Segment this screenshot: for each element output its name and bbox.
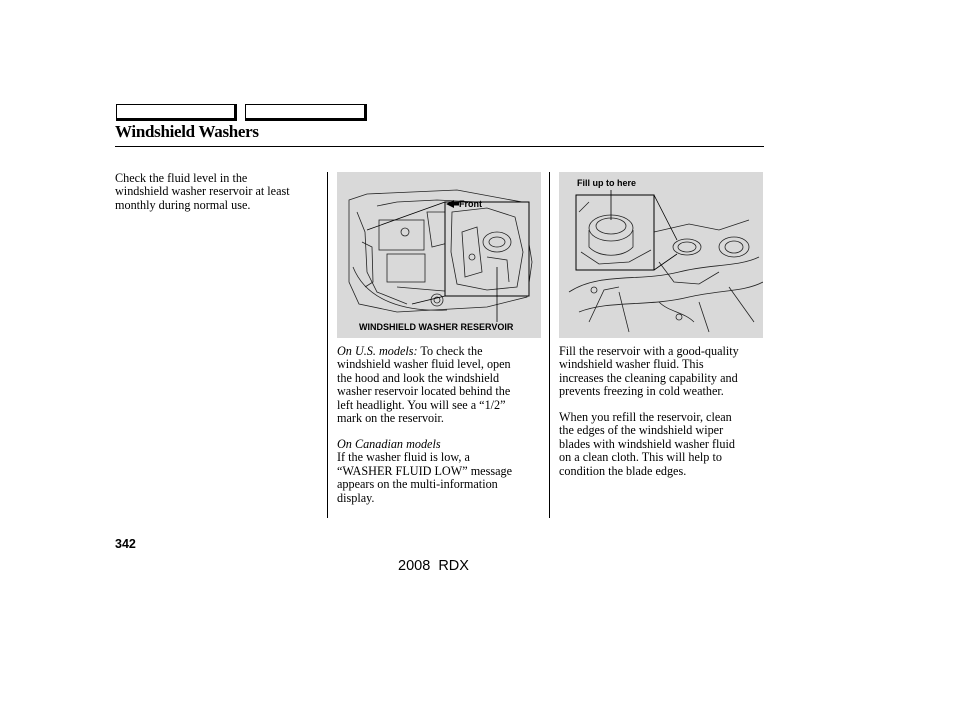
us-models-paragraph: windshield washer fluid level, open the hood and look the windshield washer reservoir located behind the left headlight. You will see a “1/2” mark on the reservoir. (337, 357, 511, 426)
us-models-line (337, 345, 542, 358)
page-title: Windshield Washers (115, 122, 259, 141)
fill-up-label: Fill up to here (577, 178, 637, 188)
canadian-models-label: On Canadian models (337, 437, 441, 451)
reservoir-drawing (559, 172, 763, 338)
nav-tab-1[interactable] (116, 104, 237, 121)
us-models-label: On U.S. models: (337, 344, 418, 358)
column-divider-2 (549, 172, 550, 518)
reservoir-fill-figure (559, 172, 763, 338)
page-number: 342 (115, 537, 136, 551)
nav-tab-2[interactable] (245, 104, 367, 121)
fill-paragraph: Fill the reservoir with a good-quality windshield washer fluid. This increases the cleaning capability and prevents freezing in cold weather. (559, 344, 739, 399)
refill-paragraph: When you refill the reservoir, clean the edges of the windshield wiper blades with windshield washer fluid on a clean cloth. This will help to condition the blade edges. (559, 410, 736, 478)
front-label: Front (459, 199, 482, 209)
reservoir-caption: WINDSHIELD WASHER RESERVOIR (359, 322, 514, 332)
canadian-models-paragraph: If the washer fluid is low, a “WASHER FLUID LOW” message appears on the multi-information display. (337, 450, 512, 505)
us-models-text-start: To check the (417, 344, 483, 358)
engine-bay-figure (337, 172, 541, 338)
engine-bay-drawing (337, 172, 541, 338)
intro-paragraph: Check the fluid level in the windshield washer reservoir at least monthly during normal use. (115, 171, 290, 212)
title-rule (115, 146, 764, 147)
model-footer: 2008 RDX (398, 558, 469, 574)
column-divider-1 (327, 172, 328, 518)
